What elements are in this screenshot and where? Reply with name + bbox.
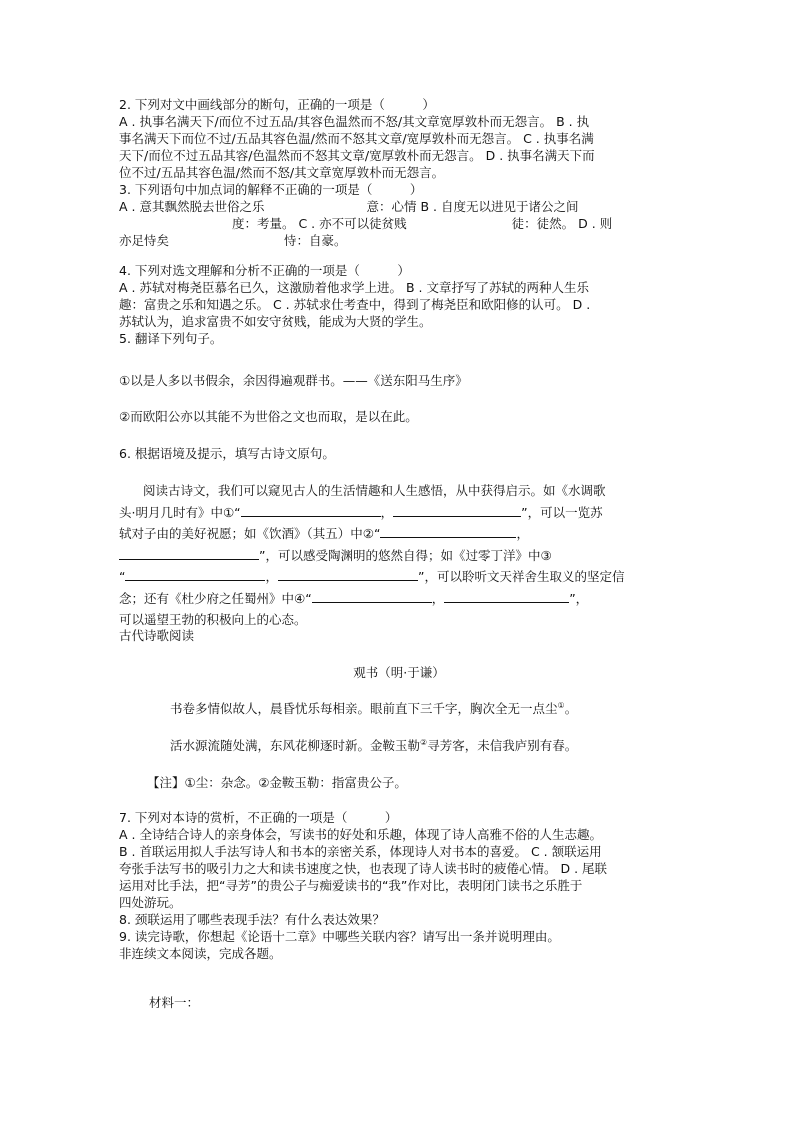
question-6 <box>119 445 679 462</box>
question-7 <box>119 809 679 962</box>
question-9: 9. 读完诗歌，你想起《论语十二章》中哪些关联内容？请写出一条并说明理由。 <box>119 929 560 944</box>
poem-line-1-text: 书卷多情似故人，晨昏忧乐每相亲。眼前直下三千字，胸次全无一点尘 <box>170 701 558 716</box>
passage-line-3a: 轼对子由的美好祝愿；如《饮酒》（其五）中②“ <box>119 526 381 541</box>
poem-line-2-text-a: 活水源流随处满，东风花柳逐时新。金鞍玉勒 <box>170 738 421 753</box>
answer-blank-2a[interactable] <box>380 525 516 538</box>
passage-comma: ， <box>380 504 394 520</box>
question-7-option-line: 夸张手法写书的吸引力之大和读书速度之快，也表现了诗人读书时的疲倦心情。 D . 尾联 <box>119 861 608 876</box>
section-poetry-label: 古代诗歌阅读 <box>119 628 195 643</box>
question-3-option-d-text: 亦足恃矣 <box>119 233 170 248</box>
poem-line-2-text-b: 寻芳客，未信我庐别有春。 <box>427 738 578 753</box>
question-7-option-line: 运用对比手法，把“寻芳”的贵公子与痴爱读书的“我”作对比，表明闭门读书之乐胜于 <box>119 878 583 893</box>
poem-line-1 <box>170 700 690 717</box>
question-2-option-line: 位不过/五品其容色温/然而不怒/其文章宽厚敦朴而无怨言。 <box>119 165 445 180</box>
section-heading-poetry <box>119 627 679 644</box>
question-3-option-b-gloss: 度：考量。 C . 亦不可以徒贫贱 <box>232 216 407 231</box>
question-2-stem: 2. 下列对文中画线部分的断句，正确的一项是（ ） <box>119 97 435 112</box>
passage-line-2a: 头·明月几时有》中①“ <box>119 504 241 520</box>
passage-line-6a: 念；还有《杜少府之任蜀州》中④“ <box>119 590 312 606</box>
answer-blank-1b[interactable] <box>393 504 521 517</box>
poem-line-2 <box>170 737 690 754</box>
sentence-2-text: ②而欧阳公亦以其能不为世俗之文也而取，是以在此。 <box>119 409 418 424</box>
question-4-option-line: 苏轼认为，追求富贵不如安守贫贱，能成为大贤的学生。 <box>119 314 432 329</box>
question-2 <box>119 96 679 181</box>
footnote-marker-2: ② <box>420 737 428 747</box>
poem-line-1-end: 。 <box>564 701 578 716</box>
material-1-label: 材料一： <box>149 995 200 1010</box>
question-7-option-line: 四处游玩。 <box>119 895 182 910</box>
passage-line-4a: ”，可以感受陶渊明的悠然自得；如《过零丁洋》中③ <box>259 547 552 563</box>
passage-quote-open: “ <box>119 569 126 584</box>
answer-blank-2b[interactable] <box>119 547 259 560</box>
answer-blank-1a[interactable] <box>241 504 381 517</box>
question-3-option-d-gloss: 恃：自豪。 <box>284 233 347 248</box>
question-3-line-1 <box>119 198 679 215</box>
material-1-heading <box>149 994 709 1011</box>
question-7-option-line: B . 首联运用拟人手法写诗人和书本的亲密关系，体现诗人对书本的喜爱。 C . 颔联运用 <box>119 844 602 859</box>
answer-blank-4b[interactable] <box>444 590 569 603</box>
question-3-option-a-text: A . 意其飘然脱去世俗之乐 <box>119 199 265 214</box>
passage-quote-close: ”， <box>569 590 589 606</box>
question-7-stem: 7. 下列对本诗的赏析，不正确的一项是（ ） <box>119 810 398 825</box>
passage-line-5c: ”，可以聆听文天祥舍生取义的坚定信 <box>418 569 625 584</box>
question-3-option-c-gloss: 徒：徒然。 D . 则 <box>511 216 613 231</box>
question-4 <box>119 262 679 347</box>
section-heading-nonlinear: 非连续文本阅读，完成各题。 <box>119 946 282 961</box>
question-2-option-line: A . 执事名满天下/而位不过五品/其容色温然而不怒/其文章宽厚敦朴而无怨言。 B . 执 <box>119 114 590 129</box>
question-4-stem: 4. 下列对选文理解和分析不正确的一项是（ ） <box>119 263 410 278</box>
question-3-stem: 3. 下列语句中加点词的解释不正确的一项是（ ） <box>119 182 423 197</box>
question-3-option-a-gloss: 意：心情 B . 自度无以进见于诸公之间 <box>366 199 579 214</box>
question-5-sentence-1 <box>119 372 679 389</box>
passage-line-1: 阅读古诗文，我们可以窥见古人的生活情趣和人生感悟，从中获得启示。如《水调歌 <box>143 483 606 498</box>
question-5-sentence-2 <box>119 408 679 425</box>
question-4-option-line: 趣：富贵之乐和知遇之乐。 C . 苏轼求仕考查中，得到了梅尧臣和欧阳修的认可。 D . <box>119 297 591 312</box>
passage-line-2c: ”，可以一览苏 <box>521 504 603 520</box>
question-6-stem: 6. 根据语境及提示，填写古诗文原句。 <box>119 446 335 461</box>
sentence-1-text: ①以是人多以书假余，余因得遍观群书。——《送东阳马生序》 <box>119 373 468 388</box>
poem-note-text: 【注】①尘：杂念。②金鞍玉勒：指富贵公子。 <box>147 775 407 790</box>
passage-comma: ， <box>265 569 278 584</box>
answer-blank-3a[interactable] <box>125 568 265 581</box>
passage-comma: ， <box>431 590 445 606</box>
answer-blank-4a[interactable] <box>312 590 432 603</box>
passage-comma: ， <box>516 526 529 541</box>
poem-title: 观书（明·于谦） <box>353 665 445 680</box>
answer-blank-3b[interactable] <box>278 568 418 581</box>
question-3 <box>119 181 679 249</box>
passage-line-7: 可以遥望王勃的积极向上的心态。 <box>119 612 307 627</box>
footnote-marker-1: ① <box>557 700 565 710</box>
poem-note <box>147 774 687 791</box>
question-5-stem: 5. 翻译下列句子。 <box>119 331 223 346</box>
question-3-line-3 <box>119 232 679 249</box>
question-2-option-line: 事名满天下而位不过/五品其容色温/然而不怒其文章/宽厚敦朴而无怨言。 C . 执事名满 <box>119 131 594 146</box>
question-6-passage <box>119 480 679 631</box>
question-7-option-line: A . 全诗结合诗人的亲身体会，写读书的好处和乐趣，体现了诗人高雅不俗的人生志趣。 <box>119 827 602 842</box>
question-4-option-line: A . 苏轼对梅尧臣慕名已久，这激励着他求学上进。 B . 文章抒写了苏轼的两种人生乐 <box>119 280 589 295</box>
question-2-option-line: 天下/而位不过五品其容/色温然而不怒其文章/宽厚敦朴而无怨言。 D . 执事名满天下而 <box>119 148 595 163</box>
question-3-line-2 <box>119 215 679 232</box>
question-8: 8. 颈联运用了哪些表现手法？有什么表达效果？ <box>119 912 385 927</box>
